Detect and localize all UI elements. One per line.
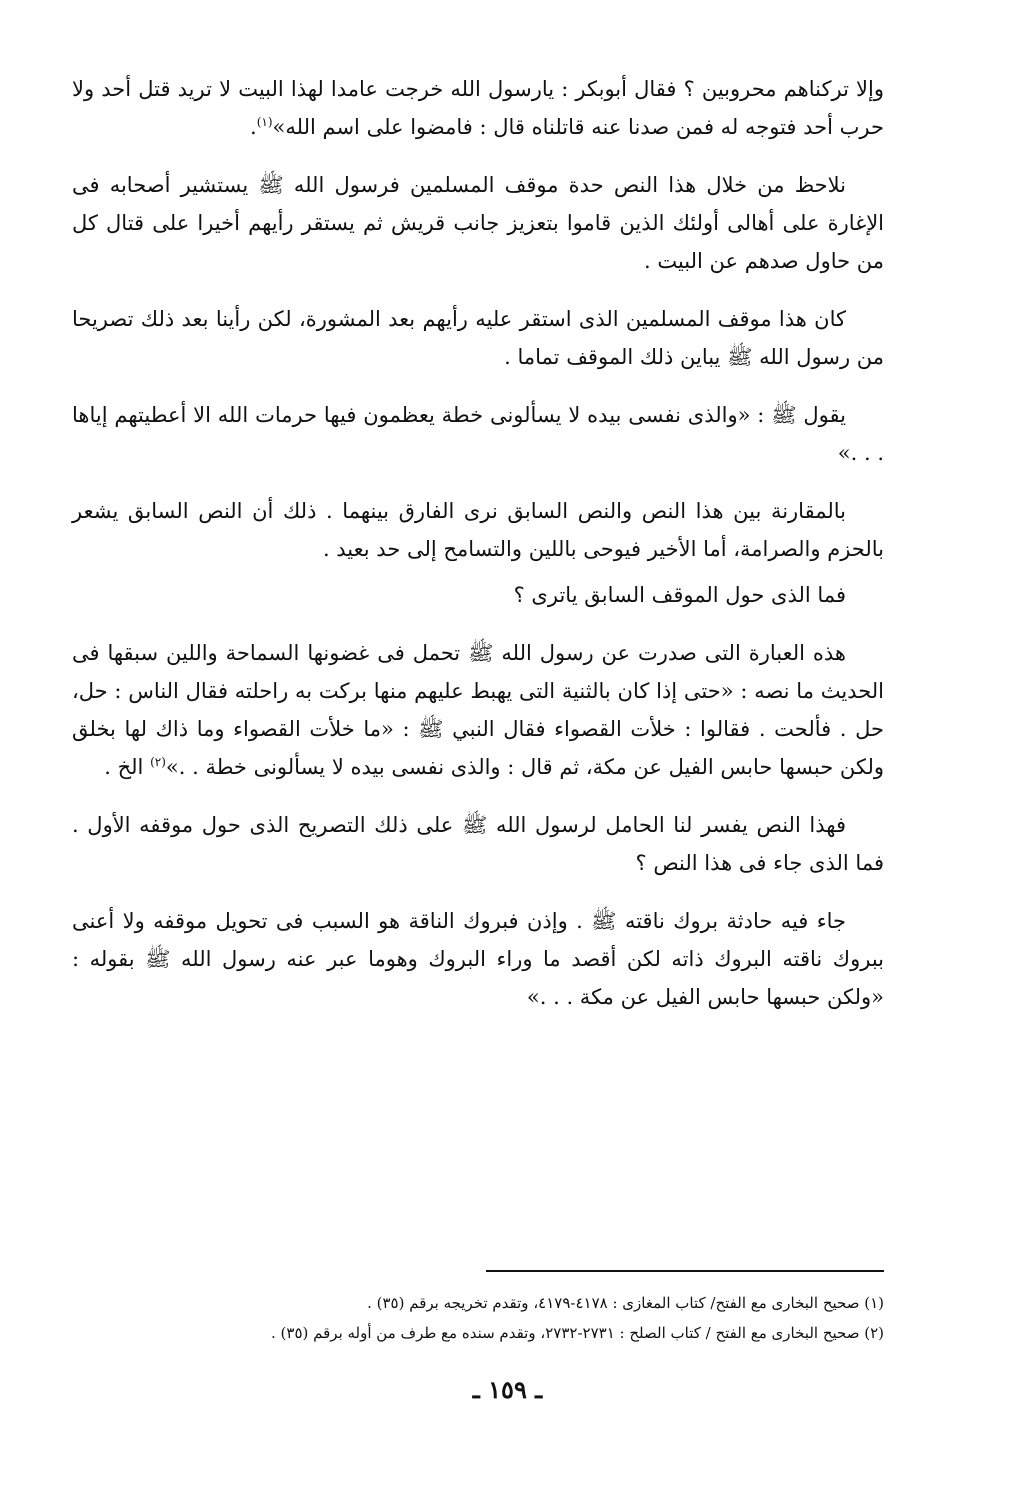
paragraph xyxy=(72,634,884,786)
footnote-ref: (١) xyxy=(256,115,273,129)
footnote: (١) صحيح البخارى مع الفتح/ كتاب المغازى : ٤١٧٨-٤١٧٩، وتقدم تخريجه برقم (٣٥) . xyxy=(367,1294,884,1312)
paragraph-text: هذه العبارة التى صدرت عن رسول الله ﷺ تحمل فى غضونها السماحة واللين سبقها فى الحديث ما نصه : «حتى إذا كان بالثنية التى يهبط عليهم منها بركت به راحلته فقال الناس : حل، حل . فألحت . فقالوا : خلأت القصواء فقال النبي ﷺ : «ما خلأت القصواء وما ذاك لها بخلق ولكن حبسها حابس الفيل عن مكة، ثم قال : والذى نفسى بيده لا يسألونى خطة . .» xyxy=(72,641,884,779)
paragraph: نلاحظ من خلال هذا النص حدة موقف المسلمين فرسول الله ﷺ يستشير أصحابه فى الإغارة على أهالى أولئك الذين قاموا بتعزيز جانب قريش ثم يستقر رأيهم أخيرا على قتال كل من حاول صدهم عن البيت . xyxy=(72,173,884,273)
ref-tail: الخ . xyxy=(104,755,151,779)
paragraph: فما الذى حول الموقف السابق ياترى ؟ xyxy=(513,583,846,607)
main-text xyxy=(72,70,884,1036)
paragraph: بالمقارنة بين هذا النص والنص السابق نرى الفارق بينهما . ذلك أن النص السابق يشعر بالحزم والصرامة، أما الأخير فيوحى باللين والتسامح إلى حد بعيد . xyxy=(72,499,884,561)
page-number: ـ ١٥٩ ـ xyxy=(472,1375,543,1404)
paragraph: يقول ﷺ : «والذى نفسى بيده لا يسألونى خطة يعظمون فيها حرمات الله الا أعطيتهم إياها . . .» xyxy=(72,403,884,465)
ref-tail: . xyxy=(250,115,257,139)
paragraph: كان هذا موقف المسلمين الذى استقر عليه رأيهم بعد المشورة، لكن رأينا بعد ذلك تصريحا من رسول الله ﷺ يباين ذلك الموقف تماما . xyxy=(72,307,884,369)
paragraph xyxy=(72,70,884,146)
footnote-divider xyxy=(486,1270,884,1272)
footnote: (٢) صحيح البخارى مع الفتح / كتاب الصلح : ٢٧٣١-٢٧٣٢، وتقدم سنده مع طرف من أوله برقم (٣٥) . xyxy=(271,1324,884,1342)
footnotes xyxy=(72,1288,884,1348)
footnote-ref: (٢) xyxy=(150,755,166,769)
paragraph: فهذا النص يفسر لنا الحامل لرسول الله ﷺ على ذلك التصريح الذى حول موقفه الأول . فما الذى جاء فى هذا النص ؟ xyxy=(72,813,884,875)
paragraph: جاء فيه حادثة بروك ناقته ﷺ . وإذن فبروك الناقة هو السبب فى تحويل موقفه ولا أعنى ببروك ناقته البروك ذاته لكن أقصد ما وراء البروك وهوما عبر عنه رسول الله ﷺ بقوله : «ولكن حبسها حابس الفيل عن مكة . . .» xyxy=(72,909,884,1009)
paragraph-text: وإلا تركناهم محروبين ؟ فقال أبوبكر : يارسول الله خرجت عامدا لهذا البيت لا تريد قتل أحد ولا حرب أحد فتوجه له فمن صدنا عنه قاتلناه قال : فامضوا على اسم الله» xyxy=(72,77,884,139)
